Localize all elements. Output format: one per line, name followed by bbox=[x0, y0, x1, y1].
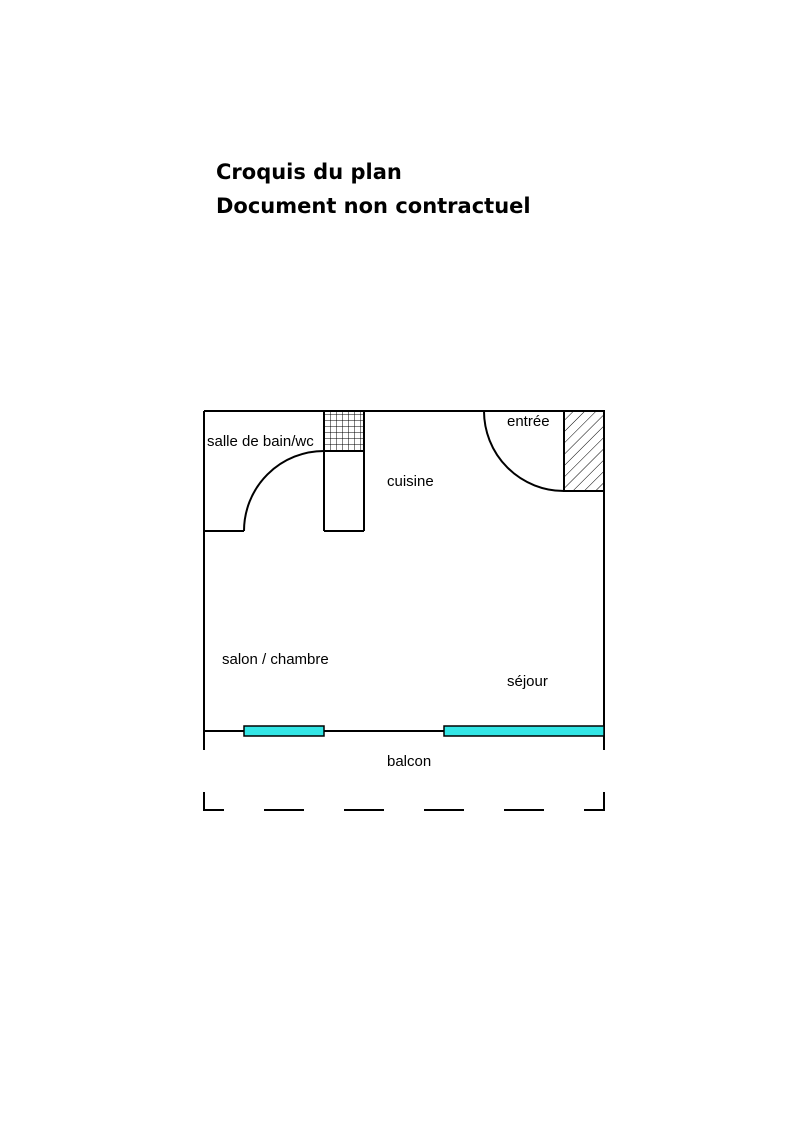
room-label-entrance: entrée bbox=[507, 413, 550, 430]
room-label-balcony: balcon bbox=[387, 753, 432, 770]
balcony-corner-right bbox=[584, 792, 604, 810]
room-label-bathroom: salle de bain/wc bbox=[207, 433, 314, 450]
window-right bbox=[444, 726, 604, 736]
plan-disclaimer: Document non contractuel bbox=[216, 194, 531, 218]
room-label-kitchen: cuisine bbox=[387, 473, 434, 490]
kitchen-duct-grid bbox=[324, 411, 364, 451]
hatched-pillar bbox=[564, 411, 604, 491]
window-left bbox=[244, 726, 324, 736]
plan-title: Croquis du plan bbox=[216, 160, 402, 184]
balcony-corner-left bbox=[204, 792, 224, 810]
bathroom-door-swing bbox=[244, 451, 324, 531]
room-label-living: séjour bbox=[507, 673, 548, 690]
room-label-bedroom: salon / chambre bbox=[222, 651, 329, 668]
